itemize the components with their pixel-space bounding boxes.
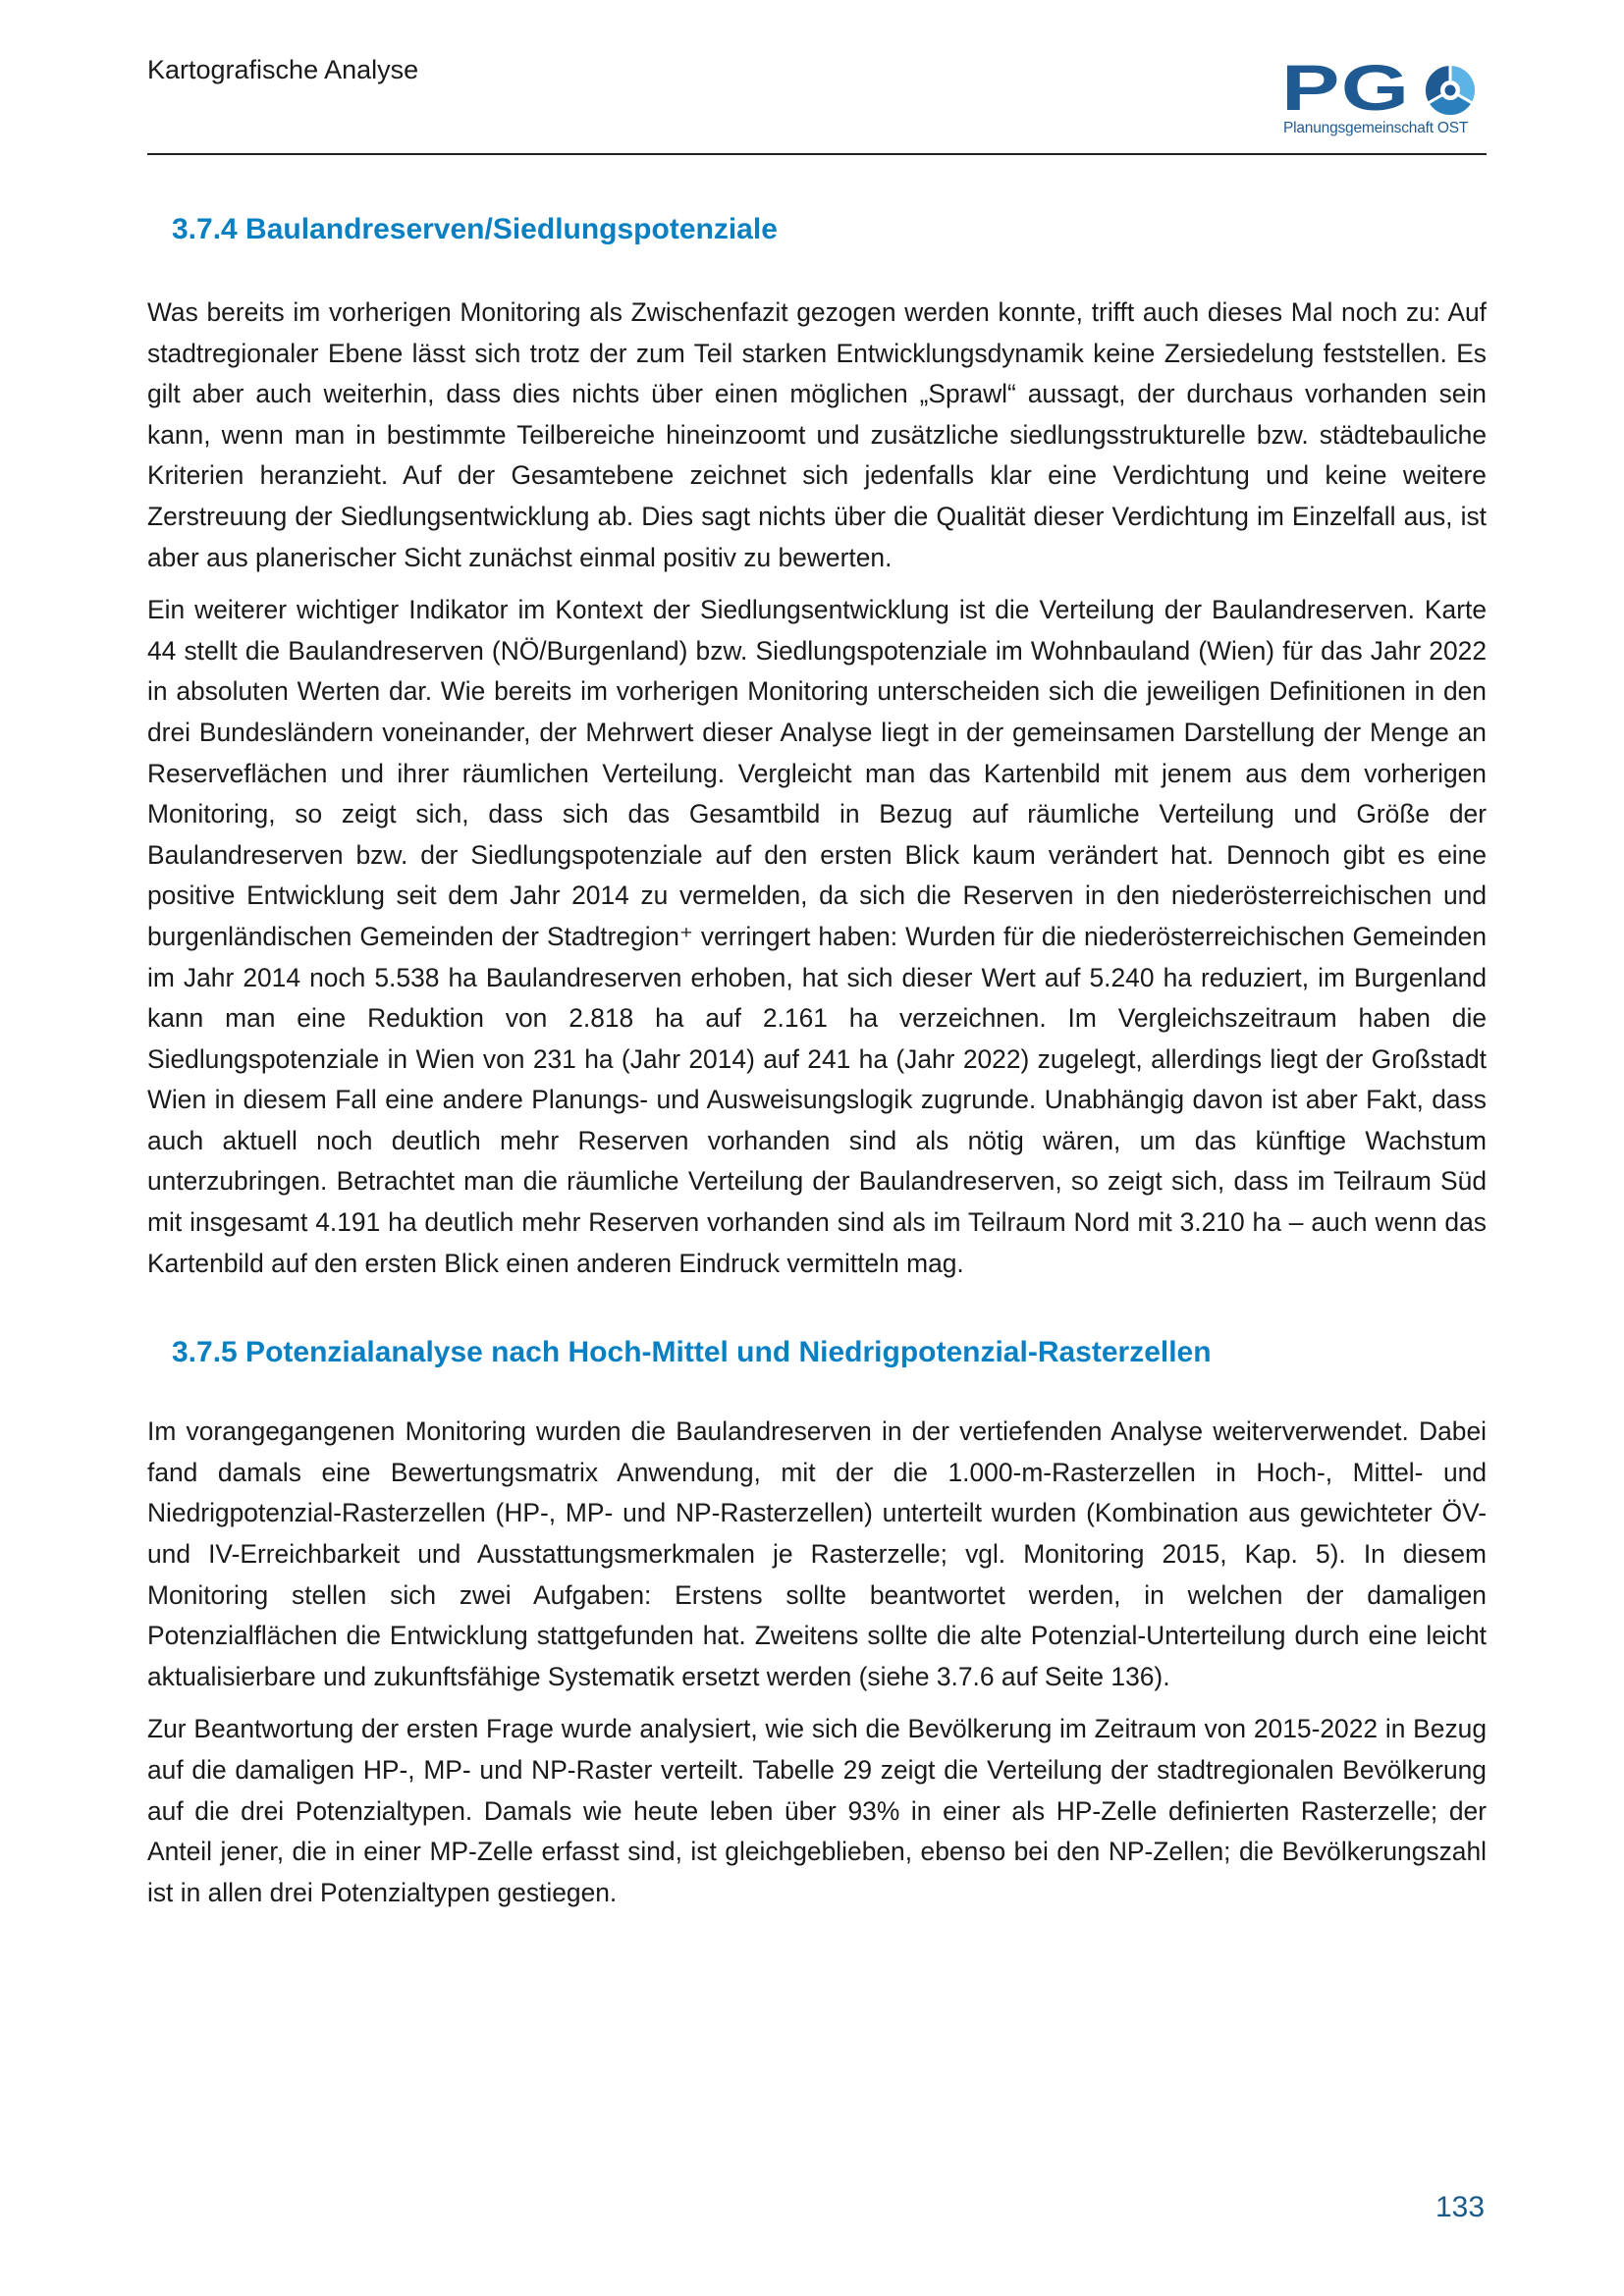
section-heading-3-7-4: 3.7.4 Baulandreserven/Siedlungspotenziale (172, 213, 778, 245)
paragraph: Ein weiterer wichtiger Indikator im Kontext der Siedlungsentwicklung ist die Verteilung der Baulandreserven. Karte 44 stellt die Baulandreserven (NÖ/Burgenland) bzw. Siedlungspotenziale im Wohnbauland (Wien) für das Jahr 2022 in absoluten Werten dar. Wie bereits im vorherigen Monitoring unterscheiden sich die jeweiligen Definitionen in den drei Bundesländern voneinander, der Mehrwert dieser Analyse liegt in der gemeinsamen Darstellung der Menge an Reserveflächen und ihrer räumlichen Verteilung. Vergleicht man das Kartenbild mit jenem aus dem vorherigen Monitoring, so zeigt sich, dass sich das Gesamtbild in Bezug auf räumliche Verteilung und Größe der Baulandreserven bzw. der Siedlungspotenziale auf den ersten Blick kaum verändert hat. Dennoch gibt es eine positive Entwicklung seit dem Jahr 2014 zu vermelden, da sich die Reserven in den niederösterreichischen und burgenländischen Gemeinden der Stadtregion⁺ verringert haben: Wurden für die niederösterreichischen Gemeinden im Jahr 2014 noch 5.538 ha Baulandreserven erhoben, hat sich dieser Wert auf 5.240 ha reduziert, im Burgenland kann man eine Reduktion von 2.818 ha auf 2.161 ha verzeichnen. Im Vergleichszeitraum haben die Siedlungspotenziale in Wien von 231 ha (Jahr 2014) auf 241 ha (Jahr 2022) zugelegt, allerdings liegt der Großstadt Wien in diesem Fall eine andere Planungs- und Ausweisungslogik zugrunde. Unabhängig davon ist aber Fakt, dass auch aktuell noch deutlich mehr Reserven vorhanden sind als nötig wären, um das künftige Wachstum unterzubringen. Betrachtet man die räumliche Verteilung der Baulandreserven, so zeigt sich, dass im Teilraum Süd mit insgesamt 4.191 ha deutlich mehr Reserven vorhanden sind als im Teilraum Nord mit 3.210 ha – auch wenn das Kartenbild auf den ersten Blick einen anderen Eindruck vermitteln mag. (147, 595, 1487, 1278)
page-number: 133 (1435, 2191, 1486, 2223)
publisher-logo (1281, 51, 1489, 143)
section-heading-3-7-5: 3.7.5 Potenzialanalyse nach Hoch-Mittel und Niedrigpotenzial-Rasterzellen (172, 1336, 1212, 1369)
page-body (147, 196, 1487, 1925)
logo-subtitle: Planungsgemeinschaft OST (1283, 120, 1469, 136)
logo-wordmark: PG (1281, 51, 1411, 124)
pgo-ring-icon (1417, 63, 1484, 118)
header-divider (147, 153, 1487, 155)
paragraph: Im vorangegangenen Monitoring wurden die Baulandreserven in der vertiefenden Analyse weiterverwendet. Dabei fand damals eine Bewertungsmatrix Anwendung, mit der die 1.000-m-Rasterzellen in Hoch-, Mittel- und Niedrigpotenzial-Rasterzellen (HP-, MP- und NP-Rasterzellen) unterteilt wurden (Kombination aus gewichteter ÖV- und IV-Erreichbarkeit und Ausstattungsmerkmalen je Rasterzelle; vgl. Monitoring 2015, Kap. 5). In diesem Monitoring stellen sich zwei Aufgaben: Erstens sollte beantwortet werden, in welchen der damaligen Potenzialflächen die Entwicklung stattgefunden hat. Zweitens sollte die alte Potenzial-Unterteilung durch eine leicht aktualisierbare und zukunftsfähige Systematik ersetzt werden (siehe 3.7.6 auf Seite 136). (147, 1416, 1487, 1691)
running-head-title: Kartografische Analyse (147, 55, 419, 84)
paragraph: Was bereits im vorherigen Monitoring als Zwischenfazit gezogen werden konnte, trifft auch dieses Mal noch zu: Auf stadtregionaler Ebene lässt sich trotz der zum Teil starken Entwicklungsdynamik keine Zersiedelung feststellen. Es gilt aber auch weiterhin, dass dies nichts über einen möglichen „Sprawl“ aussagt, der durchaus vorhanden sein kann, wenn man in bestimmte Teilbereiche hineinzoomt und zusätzliche siedlungsstrukturelle bzw. städtebauliche Kriterien heranzieht. Auf der Gesamtebene zeichnet sich jedenfalls klar eine Verdichtung und keine weitere Zerstreuung der Siedlungsentwicklung ab. Dies sagt nichts über die Qualität dieser Verdichtung im Einzelfall aus, ist aber aus planerischer Sicht zunächst einmal positiv zu bewerten. (147, 297, 1487, 572)
paragraph: Zur Beantwortung der ersten Frage wurde analysiert, wie sich die Bevölkerung im Zeitraum von 2015-2022 in Bezug auf die damaligen HP-, MP- und NP-Raster verteilt. Tabelle 29 zeigt die Verteilung der stadtregionalen Bevölkerung auf die drei Potenzialtypen. Damals wie heute leben über 93% in einer als HP-Zelle definierten Rasterzelle; der Anteil jener, die in einer MP-Zelle erfasst sind, ist gleichgeblieben, ebenso bei den NP-Zellen; die Bevölkerungszahl ist in allen drei Potenzialtypen gestiegen. (147, 1714, 1487, 1907)
